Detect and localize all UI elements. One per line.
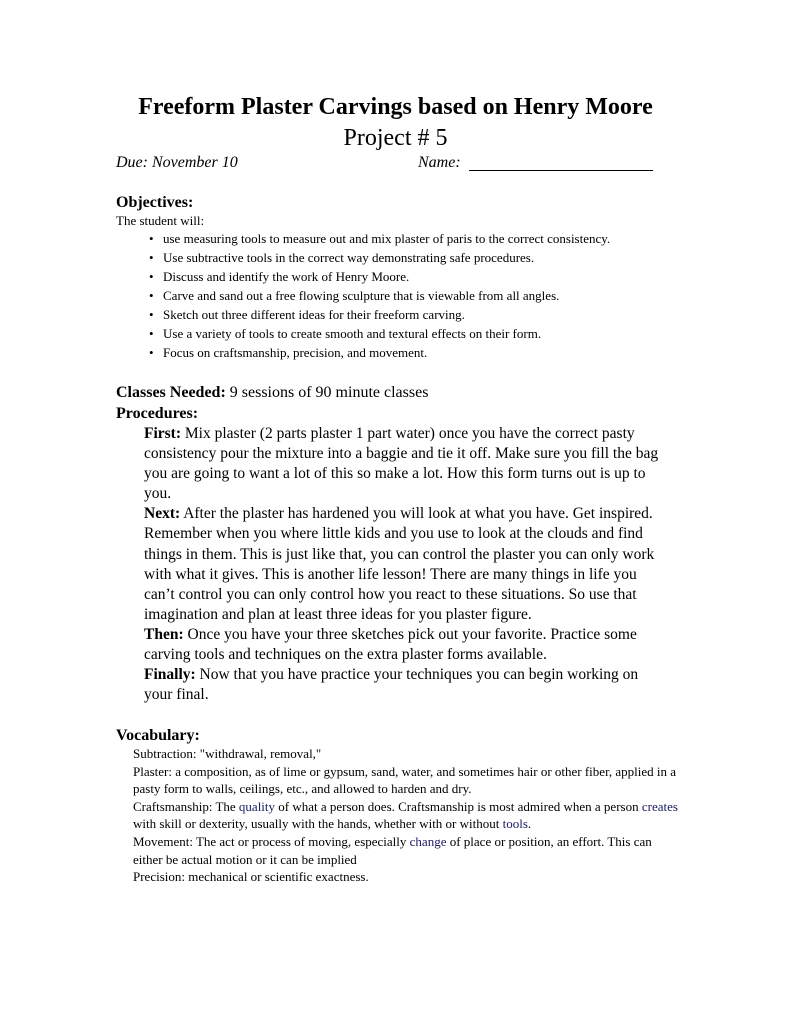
list-item [0,249,791,267]
vocab-text: of place or position, an effort. This can either be actual motion or it can be implied [133,833,652,867]
vocab-entry: Plaster: a composition, as of lime or gypsum, sand, water, and sometimes hair or other fiber, applied in a pasty form to walls, ceilings, etc., and allowed to harden and dry. [133,763,677,797]
vocab-entry: Precision: mechanical or scientific exactness. [133,869,369,885]
objective-text: use measuring tools to measure out and mix plaster of paris to the correct consistency. [163,231,611,246]
project-number: Project # 5 [343,125,448,151]
list-item [0,268,791,286]
objectives-intro: The student will: [116,213,205,228]
bullet-icon: • [149,307,154,322]
vocab-text: of what a person does. Craftsmanship is most admired when a person [275,798,642,814]
objective-text: Use a variety of tools to create smooth and textural effects on their form. [163,326,542,341]
page-title: Freeform Plaster Carvings based on Henry Moore [138,94,653,120]
vocab-link[interactable]: tools [502,816,528,832]
bullet-icon: • [149,345,154,360]
vocab-link[interactable]: change [409,833,447,849]
procedure-step [144,625,664,665]
bullet-icon: • [149,269,154,284]
classes-needed [116,383,428,403]
bullet-icon: • [149,231,154,246]
step-text: Mix plaster (2 parts plaster 1 part water) once you have the correct pasty consistency pour the mixture into a baggie and tie it off. Make sure you fill the bag you are going to want a lot of this so make a lot. How this form turns out is up to you. [144,425,659,503]
step-label: Then: [144,625,184,643]
objective-text: Carve and sand out a free flowing sculpture that is viewable from all angles. [163,288,560,303]
name-blank-line [469,170,653,171]
bullet-icon: • [149,288,154,303]
step-text: Now that you have practice your techniques you can begin working on your final. [144,666,639,704]
step-label: Next: [144,505,181,523]
objective-text: Discuss and identify the work of Henry Moore. [163,269,410,284]
bullet-icon: • [149,250,154,265]
vocab-text: Movement: The act or process of moving, especially [133,833,410,849]
list-item [0,306,791,324]
step-text: After the plaster has hardened you will look at what you have. Get inspired. Remember when you where little kids and you use to look at the clouds and find things in them. This is just like that, you can control the plaster you can only work with what it gives. This is another life lesson! There are many things in life you can’t control you can only control how you react to these situations. So use that imagination and plan at least three ideas for you plaster figure. [144,505,655,623]
vocab-text: . [527,816,532,832]
list-item [0,325,791,343]
name-label: Name: [418,154,461,171]
procedure-step [144,424,664,504]
list-item [0,230,791,248]
vocab-text: Craftsmanship: The [133,798,239,814]
vocab-link[interactable]: quality [238,798,276,814]
vocab-link[interactable]: creates [641,798,678,814]
vocabulary-heading: Vocabulary: [116,727,200,744]
list-item [0,287,791,305]
procedure-step [144,665,664,705]
vocab-entry [133,833,678,868]
due-date: Due: November 10 [116,154,238,171]
classes-value: 9 sessions of 90 minute classes [229,384,429,401]
objectives-list [0,230,791,363]
objective-text: Sketch out three different ideas for their freeform carving. [163,307,465,322]
step-label: Finally: [144,666,196,684]
vocabulary-list [133,745,678,886]
procedures-heading: Procedures: [116,405,199,422]
objectives-heading: Objectives: [116,194,194,211]
vocab-entry: Subtraction: "withdrawal, removal," [133,746,322,761]
list-item [0,344,791,362]
bullet-icon: • [149,326,154,341]
step-label: First: [144,425,182,442]
objective-text: Use subtractive tools in the correct way demonstrating safe procedures. [163,250,535,265]
vocab-text: with skill or dexterity, usually with the hands, whether with or without [133,816,503,832]
procedures-body [144,424,664,705]
step-text: Once you have your three sketches pick out your favorite. Practice some carving tools and techniques on the extra plaster forms available. [144,625,637,664]
objective-text: Focus on craftsmanship, precision, and movement. [163,345,428,360]
vocab-entry [133,798,678,833]
classes-label: Classes Needed: [116,384,226,401]
procedure-step [144,504,664,625]
